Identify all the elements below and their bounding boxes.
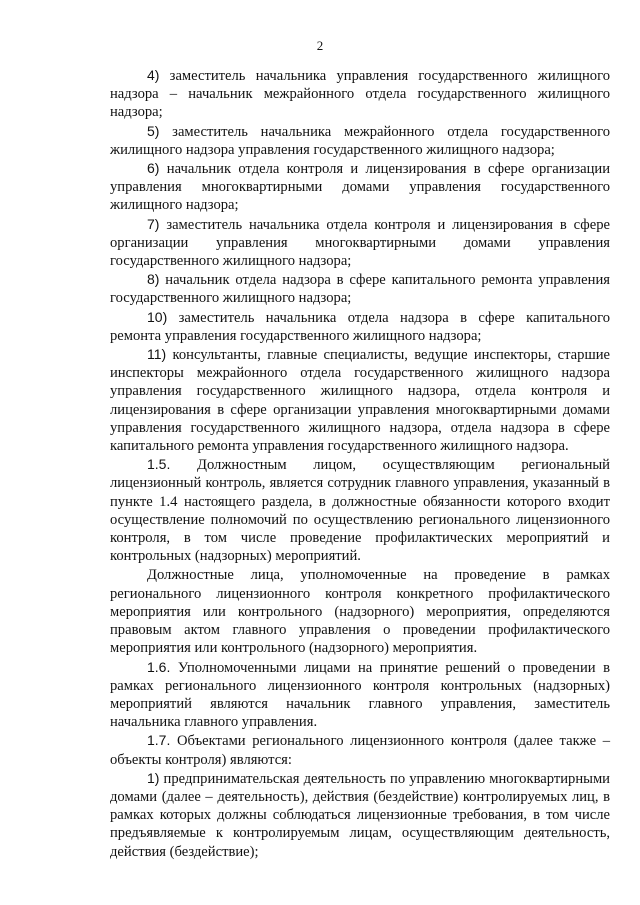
item-text: начальник отдела контроля и лицензирования в сфере организации управления многоквартирными домами управления государственного жилищного надзора;: [110, 161, 610, 214]
clause-number: 1.6.: [147, 658, 171, 675]
item-number: 7): [147, 215, 160, 232]
list-item: [110, 66, 610, 122]
item-text: заместитель начальника управления государственного жилищного надзора – начальник межрайонного отдела государственного жилищного надзора;: [110, 68, 610, 121]
list-item: [110, 215, 610, 271]
clause-text: Должностные лица, уполномоченные на проведение в рамках регионального лицензионного контроля конкретного профилактического мероприятия или контрольного (надзорного) мероприятия, определяются правовым актом главного управления о проведении профилактического мероприятия или контрольного (надзорного) мероприятия.: [110, 567, 610, 657]
clause-paragraph: [110, 658, 610, 732]
item-text: заместитель начальника межрайонного отдела государственного жилищного надзора управления государственного жилищного надзора;: [110, 123, 610, 158]
clause-text: Должностным лицом, осуществляющим региональный лицензионный контроль, является сотрудник главного управления, указанный в пункте 1.4 настоящего раздела, в должностные обязанности которого входит осуществление полномочий по осуществлению регионального лицензионного контроля, в том числе проведение профилактических мероприятий и контрольных (надзорных) мероприятий.: [110, 457, 610, 565]
clause-paragraph: [110, 455, 610, 565]
item-text: начальник отдела надзора в сфере капитального ремонта управления государственного жилищного надзора;: [110, 272, 610, 307]
list-item: [110, 769, 610, 861]
clause-number: 1.5.: [147, 456, 171, 473]
item-text: предпринимательская деятельность по управлению многоквартирными домами (далее – деятельность), действия (бездействие) контролируемых лиц, в рамках которых должны соблюдаться лицензионные требования, в том числе предъявляемые к контролируемым лицам, осуществляющим деятельность, действия (бездействие);: [110, 770, 610, 860]
clause-paragraph: [110, 565, 610, 657]
item-number: 4): [147, 67, 160, 83]
item-text: заместитель начальника отдела контроля и лицензирования в сфере организации управления многоквартирными домами управления государственного жилищного надзора;: [110, 216, 610, 270]
list-item: [110, 345, 610, 455]
list-item: [110, 122, 610, 159]
list-item: [110, 159, 610, 215]
clause-paragraph: [110, 731, 610, 768]
item-number: 6): [147, 160, 160, 177]
item-number: 8): [147, 271, 160, 288]
item-number: 5): [147, 122, 160, 139]
item-text: заместитель начальника отдела надзора в сфере капитального ремонта управления государственного жилищного надзора;: [110, 309, 610, 344]
document-body: [110, 66, 610, 861]
page-number: 2: [316, 38, 324, 53]
item-number: 10): [147, 308, 168, 325]
clause-text: Уполномоченными лицами на принятие решений о проведении в рамках регионального лицензионного контроля контрольных (надзорных) мероприятий являются начальник главного управления, заместитель начальника главного управления.: [110, 659, 610, 731]
item-text: консультанты, главные специалисты, ведущие инспекторы, старшие инспекторы межрайонного отдела государственного жилищного надзора управления государственного жилищного надзора, отдела контроля и лицензирования в сфере организации управления многоквартирными домами управления государственного жилищного надзора, отдела надзора в сфере капитального ремонта управления государственного жилищного надзора.: [110, 347, 610, 455]
clause-number: 1.7.: [147, 732, 171, 749]
list-item: [110, 308, 610, 345]
item-number: 1): [147, 769, 160, 786]
clause-text: Объектами регионального лицензионного контроля (далее также – объекты контроля) являются:: [110, 733, 610, 768]
item-number: 11): [147, 346, 167, 363]
list-item: [110, 270, 610, 307]
